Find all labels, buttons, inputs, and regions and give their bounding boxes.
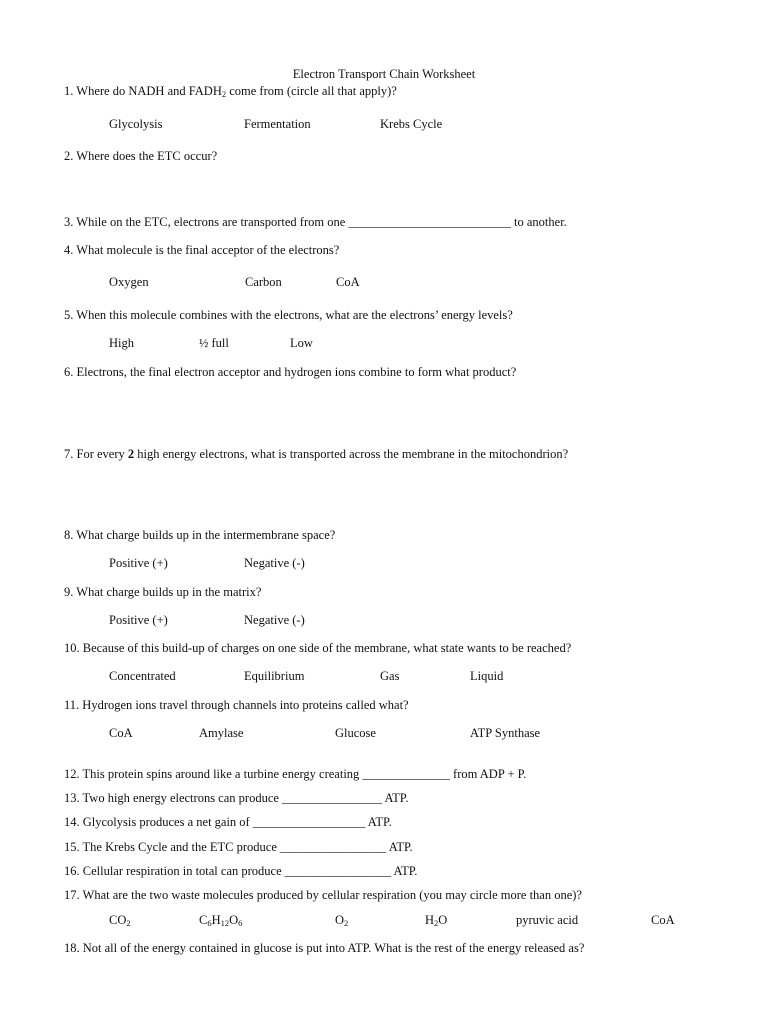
q17-option-coa[interactable]: CoA — [651, 913, 675, 927]
q4-option-coa[interactable]: CoA — [336, 275, 360, 289]
question-5: 5. When this molecule combines with the electrons, what are the electrons’ energy levels? — [64, 308, 513, 322]
q1-option-krebs-cycle[interactable]: Krebs Cycle — [380, 117, 443, 131]
question-11: 11. Hydrogen ions travel through channels into proteins called what? — [64, 698, 409, 712]
question-14: 14. Glycolysis produces a net gain of __________________ ATP. — [64, 815, 392, 829]
question-15: 15. The Krebs Cycle and the ETC produce _________________ ATP. — [64, 840, 413, 854]
q11-option-amylase[interactable]: Amylase — [199, 726, 244, 740]
question-10: 10. Because of this build-up of charges on one side of the membrane, what state wants to be reached? — [64, 641, 572, 655]
question-4: 4. What molecule is the final acceptor of the electrons? — [64, 243, 340, 257]
question-13: 13. Two high energy electrons can produce ________________ ATP. — [64, 791, 409, 805]
q17-option-h2o[interactable]: $H_2O$ — [425, 913, 448, 928]
question-7: 7. For every 2 high energy electrons, what is transported across the membrane in the mitochondrion? — [64, 447, 569, 461]
q10-option-liquid[interactable]: Liquid — [470, 669, 504, 683]
q1-option-glycolysis[interactable]: Glycolysis — [109, 117, 163, 131]
worksheet-title: Electron Transport Chain Worksheet — [292, 67, 476, 81]
q1-option-fermentation[interactable]: Fermentation — [244, 117, 311, 131]
q8-option-negative[interactable]: Negative (-) — [244, 556, 305, 570]
q5-option-half-full[interactable]: ½ full — [199, 336, 229, 350]
question-2: 2. Where does the ETC occur? — [64, 149, 218, 163]
q4-option-oxygen[interactable]: Oxygen — [109, 275, 149, 289]
q10-option-concentrated[interactable]: Concentrated — [109, 669, 176, 683]
q4-option-carbon[interactable]: Carbon — [245, 275, 282, 289]
q8-option-positive[interactable]: Positive (+) — [109, 556, 168, 570]
q9-option-negative[interactable]: Negative (-) — [244, 613, 305, 627]
q11-option-glucose[interactable]: Glucose — [335, 726, 376, 740]
q17-option-o2[interactable]: $O_2$ — [335, 913, 349, 928]
question-3: 3. While on the ETC, electrons are transported from one __________________________ to another. — [64, 215, 567, 229]
q11-option-atp-synthase[interactable]: ATP Synthase — [470, 726, 541, 740]
question-12: 12. This protein spins around like a turbine energy creating ______________ from ADP + P. — [64, 767, 527, 781]
q5-option-low[interactable]: Low — [290, 336, 313, 350]
question-8: 8. What charge builds up in the intermembrane space? — [64, 528, 336, 542]
q11-option-coa[interactable]: CoA — [109, 726, 133, 740]
q17-option-pyruvic-acid[interactable]: pyruvic acid — [516, 913, 579, 927]
q10-option-equilibrium[interactable]: Equilibrium — [244, 669, 305, 683]
question-17: 17. What are the two waste molecules produced by cellular respiration (you may circle more than one)? — [64, 888, 582, 902]
q17-option-co2[interactable]: $CO_2$ — [109, 913, 131, 928]
question-6: 6. Electrons, the final electron acceptor and hydrogen ions combine to form what product? — [64, 365, 517, 379]
question-18: 18. Not all of the energy contained in glucose is put into ATP. What is the rest of the energy released as? — [64, 941, 585, 955]
q10-option-gas[interactable]: Gas — [380, 669, 400, 683]
q5-option-high[interactable]: High — [109, 336, 134, 350]
question-9: 9. What charge builds up in the matrix? — [64, 585, 262, 599]
q9-option-positive[interactable]: Positive (+) — [109, 613, 168, 627]
q17-option-glucose-formula[interactable]: $C_6H_{12}O_6$ — [199, 913, 243, 928]
question-1: 1. Where do NADH and $FADH_2$ come from (circle all that apply)? — [64, 84, 397, 99]
question-16: 16. Cellular respiration in total can produce _________________ ATP. — [64, 864, 418, 878]
